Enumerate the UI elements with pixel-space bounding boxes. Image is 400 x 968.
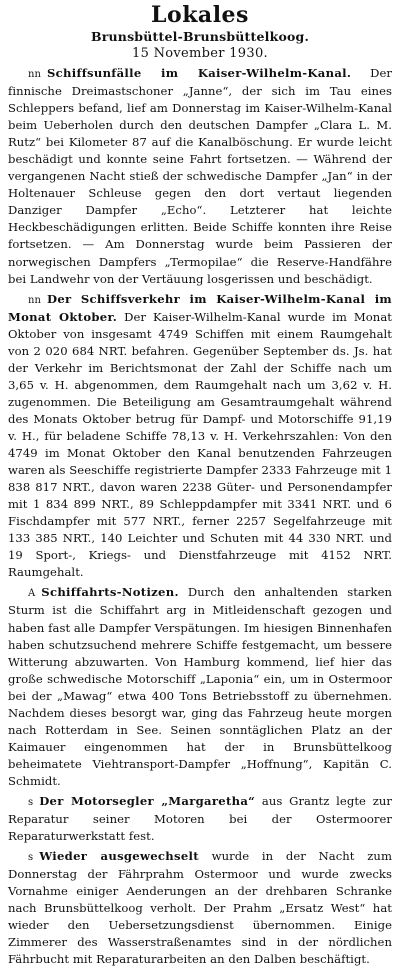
article-headline: Der Schiffsverkehr im Kaiser-Wilhelm-Kanal im Monat Oktober. — [8, 291, 392, 324]
article-code: A — [28, 588, 36, 600]
article-ship-accidents — [8, 65, 392, 288]
article-motorsegler — [8, 793, 392, 845]
article-headline: Der Motorsegler „Margaretha“ — [39, 793, 256, 808]
article-ferry-exchange — [8, 848, 392, 968]
article-body: wurde in der Nacht zum Donnerstag der Fährprahm Ostermoor und wurde zwecks Vornahme einiger Aenderungen an der drehbaren Schranke nach Brunsbüttelkoog verholt. Der Prahm „Ersatz West“ hat wieder den Uebersetzungsdienst übernommen. Einige Zimmerer des Wasserstraßenamtes sind in der nördlichen Fährbucht mit Reparaturarbeiten an den Dalben beschäftigt. — [8, 849, 392, 967]
article-headline: Schiffsunfälle im Kaiser-Wilhelm-Kanal. — [46, 66, 352, 80]
article-body: aus Grantz legte zur Reparatur seiner Motoren bei der Ostermoorer Reparaturwerkstatt fest. — [8, 793, 392, 844]
article-body: Der Kaiser-Wilhelm-Kanal wurde im Monat Oktober von insgesamt 4749 Schiffen mit einem Raumgehalt von 2 020 684 NRT. befahren. Gegenüber September ds. Js. hat der Verkehr im Berichtsmonat der Zahl der Schiffe nach um 3,65 v. H. abgenommen, dem Raumgehalt nach um 3,62 v. H. zugenommen. Die Beteiligung am Gesamtraumgehalt während des Monats Oktober betrug für Dampf- und Motorschiffe 91,19 v. H., für beladene Schiffe 78,13 v. H. Verkehrszahlen: Von den 4749 im Monat Oktober den Kanal benutzenden Fahrzeugen waren als Seeschiffe registrierte Dampfer 2333 Fahrzeuge mit 1 838 817 NRT., davon waren 2238 Güter- und Personendampfer mit 1 834 899 NRT., 89 Schleppdampfer mit 3341 NRT. und 6 Fischdampfer mit 577 NRT., ferner 2257 Segelfahrzeuge mit 133 385 NRT., 140 Leichter und Schuten mit 44 330 NRT. und 19 Sport-, Kriegs- und Dienstfahrzeuge mit 4152 NRT. Raumgehalt. — [8, 309, 392, 580]
dateline-place: Brunsbüttel-Brunsbüttelkoog. — [90, 29, 310, 44]
dateline — [8, 29, 392, 62]
article-body: Der finnische Dreimastschoner „Janne“, der sich im Tau eines Schleppers befand, lief am Donnerstag im Kaiser-Wilhelm-Kanal beim Ueberholen durch den deutschen Dampfer „Clara L. M. Rutz“ bei Kilometer 87 auf die Kanalböschung. Er wurde leicht beschädigt und konnte seine Fahrt fortsetzen. — Während der vergangenen Nacht stieß der schwedische Dampfer „Jan“ in der Holtenauer Schleuse gegen den dort vertaut liegenden Danziger Dampfer „Echo“. Letzterer hat leichte Heckbeschädigungen erlitten. Beide Schiffe konnten ihre Reise fortsetzen. — Am Donnerstag wurde beim Passieren der norwegischen Dampfers „Termopilae“ die Reserve-Handfähre bei Landwehr von der Vertäuung losgerissen und beschädigt. — [8, 66, 392, 286]
article-headline: Schiffahrts-Notizen. — [41, 585, 179, 600]
dateline-date: 15 November 1930. — [132, 46, 268, 61]
article-shipping-notes — [8, 584, 392, 790]
article-code: s — [28, 796, 34, 808]
article-headline: Wieder ausgewechselt — [39, 849, 199, 864]
article-code: s — [28, 852, 34, 864]
article-canal-traffic — [8, 291, 392, 582]
article-body: Durch den anhaltenden starken Sturm ist die Schiffahrt arg in Mitleidenschaft gezogen und haben fast alle Dampfer Verspätungen. Im hiesigen Binnenhafen haben schutzsuchend mehrere Schiffe festgemacht, um bessere Witterung abzuwarten. Von Hamburg kommend, lief hier das große schwedische Motorschiff „Laponia“ ein, um in Ostermoor bei der „Mawag“ etwa 400 Tons Betriebsstoff zu übernehmen. Nachdem dieses besorgt war, ging das Fahrzeug heute morgen nach Rotterdam in See. Seinen sonntäglichen Platz an der Kaimauer eingenommen hat der in Brunsbüttelkoog beheimatete Viehtransport-Dampfer „Hoffnung“, Kapitän C. Schmidt. — [8, 585, 392, 788]
section-masthead: Lokales — [151, 2, 249, 28]
article-code: nn — [28, 294, 41, 306]
article-code: nn — [28, 69, 41, 80]
